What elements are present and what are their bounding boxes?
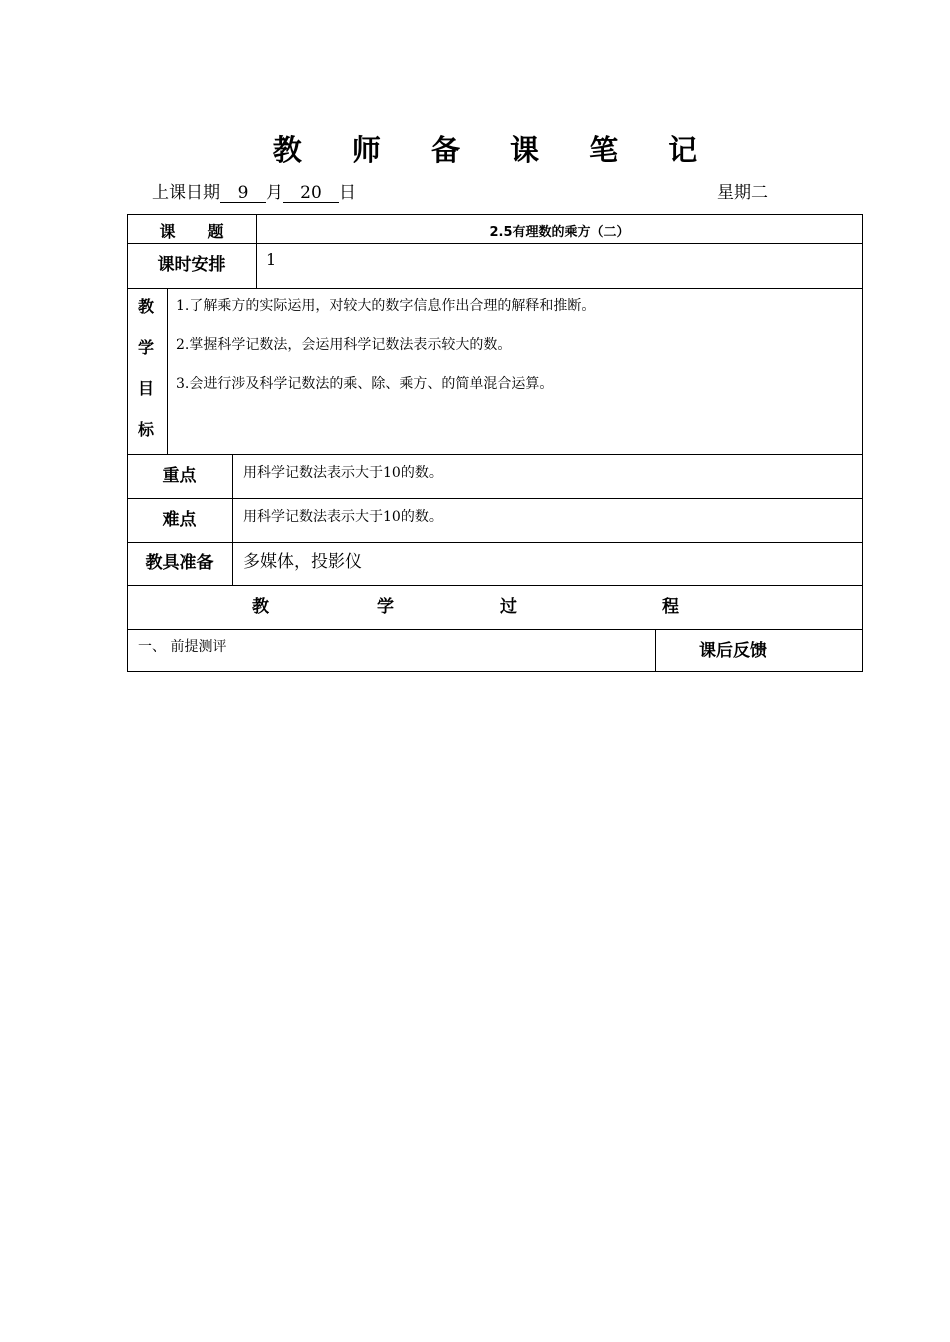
col-divider: [232, 454, 233, 585]
feedback-label: 课后反馈: [699, 641, 767, 661]
topic-value: 2.5有理数的乘方（二）: [489, 225, 630, 240]
goals-label-char: 标: [138, 420, 155, 439]
row-divider: [127, 454, 863, 455]
section-heading: 一、 前提测评: [138, 639, 227, 655]
tools-label: 教具准备: [145, 553, 214, 573]
goals-label-char: 学: [138, 338, 155, 357]
month-unit: 月: [266, 183, 283, 203]
day-unit: 日: [339, 183, 356, 203]
row-divider: [127, 243, 863, 244]
date-line: [152, 178, 356, 203]
weekday: 星期二: [717, 183, 768, 203]
row-divider: [127, 288, 863, 289]
row-divider: [127, 542, 863, 543]
process-heading-char: 过: [500, 597, 517, 617]
goals-label-char: 教: [138, 297, 155, 316]
period-label: 课时安排: [157, 255, 226, 275]
page-title: 教 师 备 课 笔 记: [272, 133, 718, 167]
process-heading-char: 学: [377, 597, 394, 617]
col-divider: [167, 288, 168, 454]
goal-item: 3.会进行涉及科学记数法的乘、除、乘方、的简单混合运算。: [176, 376, 554, 392]
date-month: 9: [220, 184, 266, 203]
date-day: 20: [283, 184, 339, 203]
period-value: 1: [266, 250, 277, 269]
row-divider: [127, 585, 863, 586]
topic-label: 课 题: [159, 222, 224, 241]
row-divider: [127, 629, 863, 630]
key-point-label: 重点: [162, 466, 197, 486]
key-point-value: 用科学记数法表示大于10的数。: [243, 465, 443, 481]
row-divider: [127, 498, 863, 499]
goal-item: 2.掌握科学记数法，会运用科学记数法表示较大的数。: [176, 337, 512, 353]
difficulty-label: 难点: [162, 510, 197, 530]
goals-label-char: 目: [138, 379, 155, 398]
lesson-table: [127, 214, 863, 672]
process-heading-char: 教: [252, 597, 269, 617]
difficulty-value: 用科学记数法表示大于10的数。: [243, 509, 443, 525]
date-prefix: 上课日期: [152, 183, 220, 203]
process-heading-char: 程: [662, 597, 679, 617]
tools-value: 多媒体，投影仪: [243, 552, 362, 572]
goal-item: 1.了解乘方的实际运用，对较大的数字信息作出合理的解释和推断。: [176, 298, 596, 314]
